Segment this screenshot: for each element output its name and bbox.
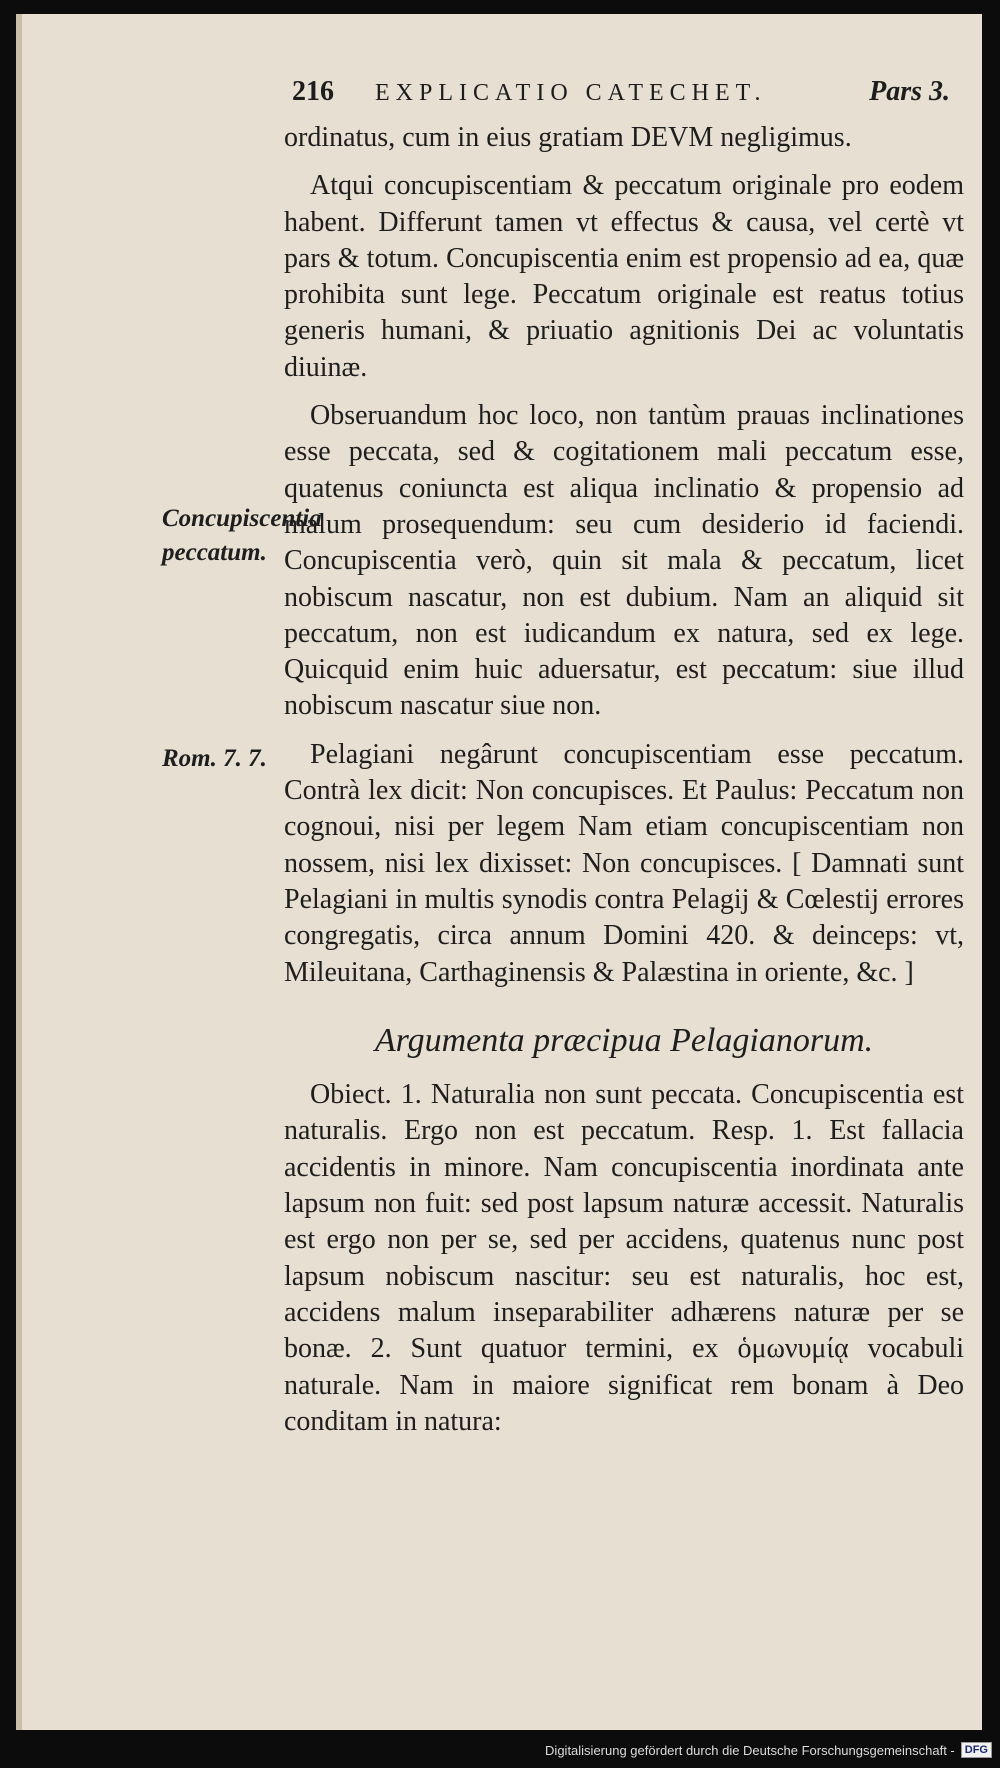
margin-note-rom: Rom. 7. 7.	[162, 745, 267, 772]
paragraph-3: Obseruandum hoc loco, non tantùm prauas inclinationes esse peccata, sed & cogitationem mali peccatum esse, quatenus coniuncta est aliqua inclinatio & propensio ad malum prosequendum: seu cum desiderio id faciendi. Concupiscentia verò, quin sit mala & peccatum, licet nobiscum nascatur, non est dubium. Nam an aliquid sit peccatum, non est iudicandum ex natura, sed ex lege. Quicquid enim huic aduersatur, est peccatum: siue illud nobiscum nascatur siue non.	[284, 400, 964, 722]
paragraph-2: Atqui concupiscentiam & peccatum originale pro eodem habent. Differunt tamen vt effectus & causa, vel certè vt pars & totum. Concupiscentia enim est propensio ad ea, quæ prohibita sunt lege. Peccatum originale est reatus totius generis humani, & priuatio agnitionis Dei ac voluntatis diuinæ.	[284, 170, 964, 383]
page-number: 216	[292, 76, 334, 107]
page-header	[280, 76, 950, 116]
margin-note-concupiscentia: Concupiscentia peccatum.	[162, 505, 322, 566]
part-label: Pars 3.	[869, 76, 950, 107]
footer-text: Digitalisierung gefördert durch die Deutsche Forschungsgemeinschaft -	[545, 1742, 955, 1758]
digitization-footer	[545, 1738, 992, 1762]
paragraph-5: Obiect. 1. Naturalia non sunt peccata. Concupiscentia est naturalis. Ergo non est peccatum. Resp. 1. Est fallacia accidentis in minore. Nam concupiscentia inordinata ante lapsum non fuit: sed post lapsum naturæ accessit. Naturalis est ergo non per se, sed per accidens, quatenus nunc post lapsum nobiscum nascitur: seu est naturalis, hoc est, accidens malum inseparabiliter adhærens naturæ per se bonæ. 2. Sunt quatuor termini, ex ὁμωνυμίᾳ vocabuli naturale. Nam in maiore significat rem bonam à Deo conditam in natura:	[284, 1079, 964, 1437]
section-heading: Argumenta præcipua Pelagianorum.	[374, 1021, 874, 1059]
book-page	[16, 14, 982, 1730]
main-text	[284, 120, 964, 1440]
running-title: EXPLICATIO CATECHET.	[375, 80, 767, 106]
paragraph-1: ordinatus, cum in eius gratiam DEVM negligimus.	[284, 122, 852, 153]
paragraph-4: Pelagiani negârunt concupiscentiam esse peccatum. Contrà lex dicit: Non concupisces. Et Paulus: Peccatum non cognoui, nisi per legem Nam etiam concupiscentiam non nossem, nisi lex dixisset: Non concupisces. [ Damnati sunt Pelagiani in multis synodis contra Pelagij & Cœlestij errores congregatis, circa annum Domini 420. & deinceps: vt, Mileuitana, Carthaginensis & Palæstina in oriente, &c. ]	[284, 738, 964, 988]
dfg-logo-icon: DFG	[961, 1742, 992, 1758]
